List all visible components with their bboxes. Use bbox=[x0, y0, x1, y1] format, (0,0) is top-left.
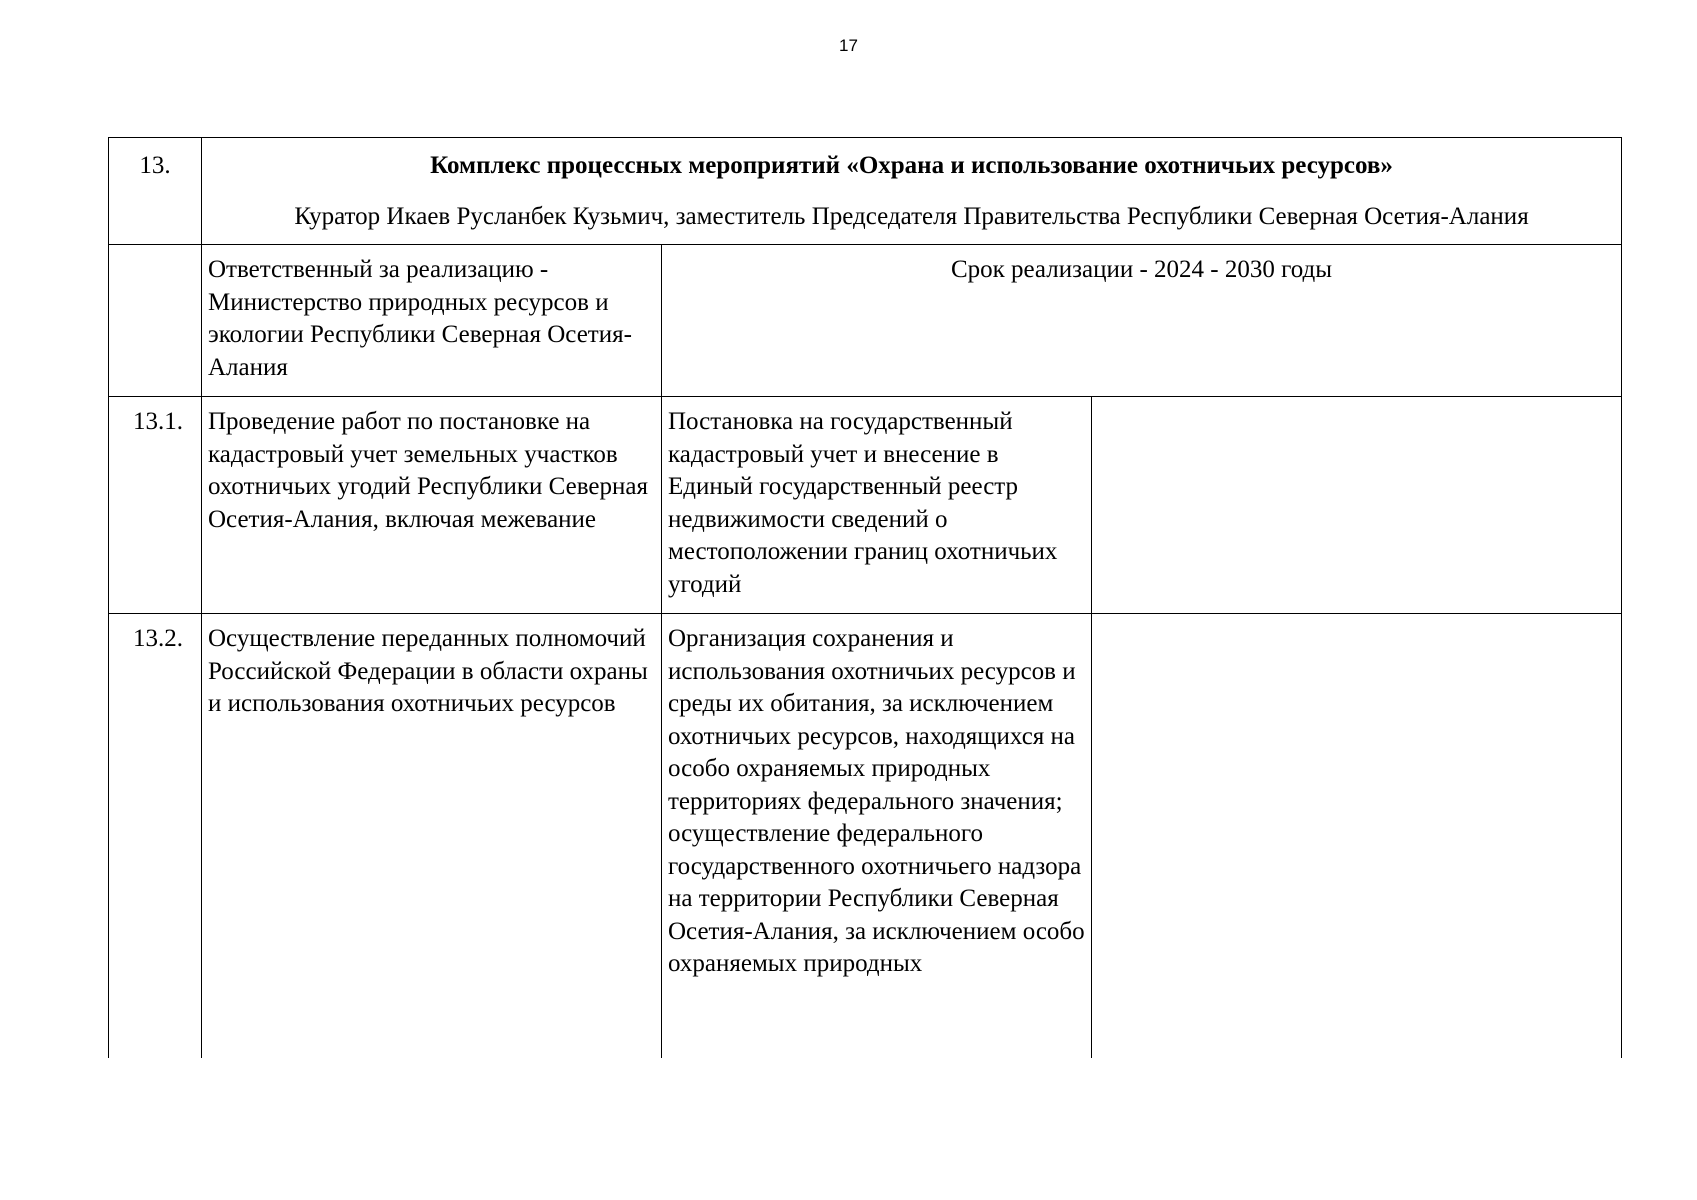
row-result: Постановка на государственный кадастровый учет и внесение в Единый государственный реестр недвижимости сведений о местоположении границ охотничьих угодий bbox=[662, 397, 1092, 613]
measures-table bbox=[108, 137, 1622, 1058]
row-number: 13.1. bbox=[109, 397, 202, 613]
complex-header-row bbox=[109, 138, 1621, 245]
complex-title: Комплекс процессных мероприятий «Охрана и использование охотничьих ресурсов» bbox=[430, 152, 1393, 179]
row-number: 13.2. bbox=[109, 614, 202, 1058]
row-task: Осуществление переданных полномочий Российской Федерации в области охраны и использования охотничьих ресурсов bbox=[202, 614, 662, 1058]
row-extra bbox=[1092, 614, 1621, 1058]
complex-number: 13. bbox=[109, 138, 202, 244]
responsible-number-cell bbox=[109, 245, 202, 396]
row-task: Проведение работ по постановке на кадастровый учет земельных участков охотничьих угодий Республики Северная Осетия-Алания, включая межевание bbox=[202, 397, 662, 613]
page-number: 17 bbox=[839, 36, 858, 55]
responsible-row bbox=[109, 245, 1621, 397]
complex-curator: Куратор Икаев Русланбек Кузьмич, заместитель Председателя Правительства Республики Северная Осетия-Алания bbox=[294, 202, 1529, 230]
table-row bbox=[109, 614, 1621, 1058]
row-result: Организация сохранения и использования охотничьих ресурсов и среды их обитания, за исключением охотничьих ресурсов, находящихся на особо охраняемых природных территориях федерального значения; осуществление федерального государственного охотничьего надзора на территории Республики Северная Осетия-Алания, за исключением особо охраняемых природных bbox=[662, 614, 1092, 1058]
table-row bbox=[109, 397, 1621, 614]
row-extra bbox=[1092, 397, 1621, 613]
implementation-period: Срок реализации - 2024 - 2030 годы bbox=[950, 256, 1333, 283]
responsible-text: Ответственный за реализацию - Министерство природных ресурсов и экологии Республики Северная Осетия-Алания bbox=[202, 245, 662, 396]
complex-title-cell bbox=[202, 138, 1621, 244]
